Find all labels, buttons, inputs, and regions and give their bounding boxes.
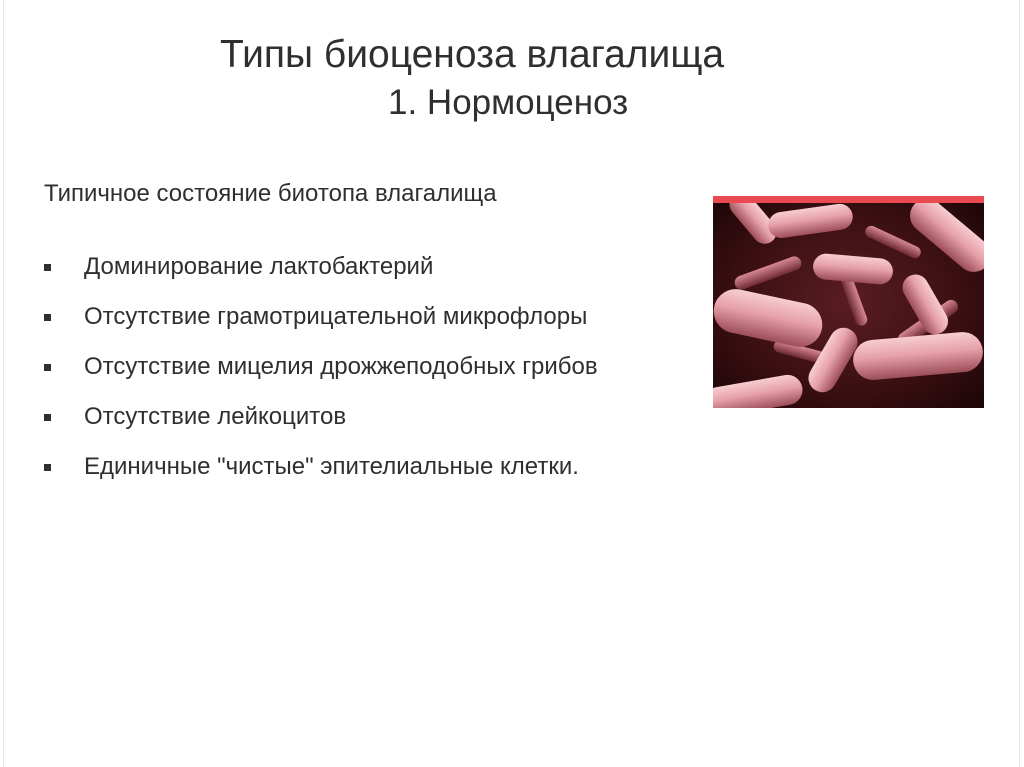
list-item bbox=[44, 444, 704, 490]
list-item bbox=[44, 394, 704, 440]
list-item bbox=[44, 244, 704, 290]
title-block bbox=[220, 30, 860, 126]
bullet-list bbox=[44, 244, 704, 494]
list-item bbox=[44, 294, 704, 340]
bullet-square-icon bbox=[44, 464, 51, 471]
bullet-text: Отсутствие мицелия дрожжеподобных грибов bbox=[84, 353, 598, 380]
bacteria-micrograph-image bbox=[713, 196, 984, 408]
bullet-text: Отсутствие грамотрицательной микрофлоры bbox=[84, 303, 588, 330]
bullet-square-icon bbox=[44, 414, 51, 421]
intro-text: Типичное состояние биотопа влагалища bbox=[44, 180, 497, 207]
slide-left-border bbox=[3, 0, 4, 767]
slide-right-border bbox=[1019, 0, 1020, 767]
list-item bbox=[44, 344, 704, 390]
bullet-square-icon bbox=[44, 314, 51, 321]
slide-subtitle: 1. Нормоценоз bbox=[388, 83, 629, 122]
bullet-text: Отсутствие лейкоцитов bbox=[84, 403, 347, 430]
bullet-text: Доминирование лактобактерий bbox=[84, 253, 434, 280]
bullet-square-icon bbox=[44, 264, 51, 271]
bullet-text: Единичные "чистые" эпителиальные клетки. bbox=[84, 453, 579, 480]
slide-title: Типы биоценоза влагалища bbox=[220, 33, 725, 76]
bullet-square-icon bbox=[44, 364, 51, 371]
